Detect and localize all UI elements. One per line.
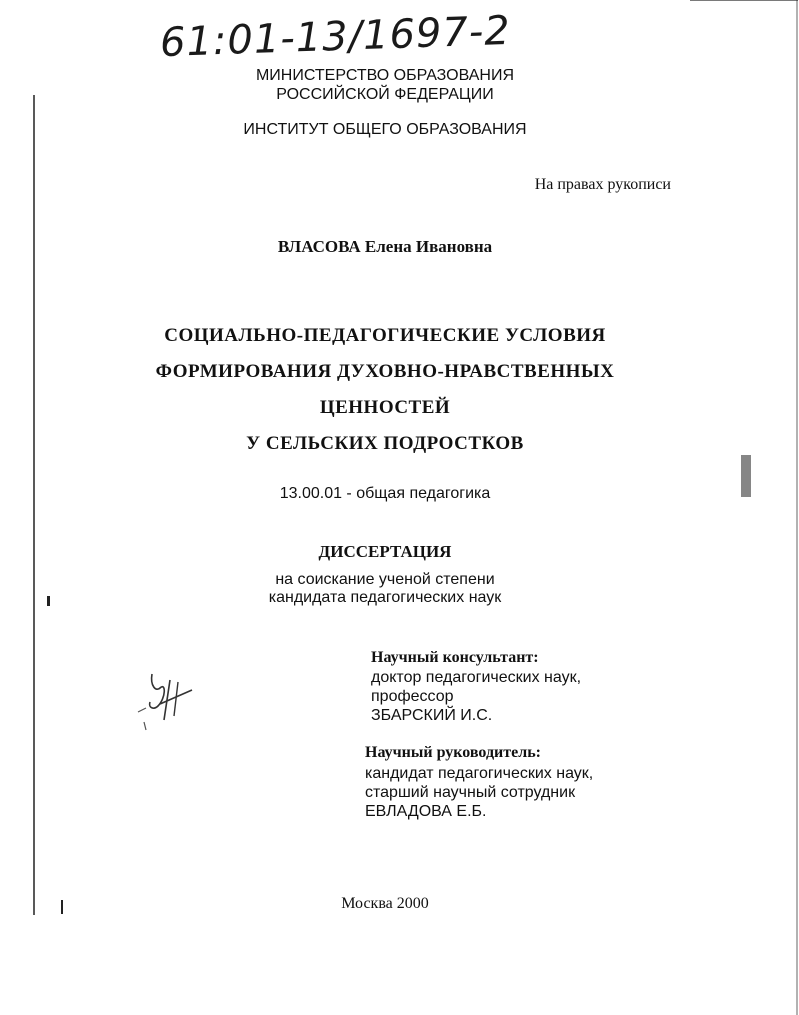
scan-top-edge [690, 0, 798, 1]
specialty-code: 13.00.01 - общая педагогика [279, 485, 491, 502]
degree-line: кандидата педагогических наук [268, 589, 502, 606]
consultant-line: доктор педагогических наук, [371, 669, 582, 686]
ministry-block [0, 66, 770, 104]
supervisor-line: кандидат педагогических наук, [365, 765, 594, 782]
scan-left-edge [33, 95, 35, 915]
ministry-line: МИНИСТЕРСТВО ОБРАЗОВАНИЯ [255, 67, 515, 84]
title-line: У СЕЛЬСКИХ ПОДРОСТКОВ [246, 433, 524, 454]
institute-name: ИНСТИТУТ ОБЩЕГО ОБРАЗОВАНИЯ [243, 121, 527, 138]
supervisor-name: ЕВЛАДОВА Е.Б. [365, 803, 487, 820]
supervisor-heading: Научный руководитель: [365, 744, 541, 761]
author-name: ВЛАСОВА Елена Ивановна [277, 237, 493, 256]
consultant-heading: Научный консультант: [371, 649, 539, 666]
title-line: ЦЕННОСТЕЙ [319, 397, 451, 418]
manuscript-rights-note: На правах рукописи [534, 176, 671, 193]
document-type: ДИССЕРТАЦИЯ [318, 542, 452, 561]
supervisor-line: старший научный сотрудник [365, 784, 576, 801]
handwritten-margin-mark [130, 668, 208, 738]
degree-line: на соискание ученой степени [275, 571, 495, 588]
consultant-line: профессор [371, 688, 454, 705]
ministry-line: РОССИЙСКОЙ ФЕДЕРАЦИИ [276, 86, 494, 103]
degree-block [0, 571, 770, 607]
handwritten-archive-number: 61:01-13/1697-2 [159, 7, 512, 67]
city-and-year: Москва 2000 [341, 895, 429, 912]
title-line: СОЦИАЛЬНО-ПЕДАГОГИЧЕСКИЕ УСЛОВИЯ [164, 325, 606, 346]
scan-right-edge [796, 0, 798, 1015]
consultant-name: ЗБАРСКИЙ И.С. [371, 707, 493, 724]
dissertation-title [0, 318, 770, 462]
title-line: ФОРМИРОВАНИЯ ДУХОВНО-НРАВСТВЕННЫХ [155, 361, 615, 382]
